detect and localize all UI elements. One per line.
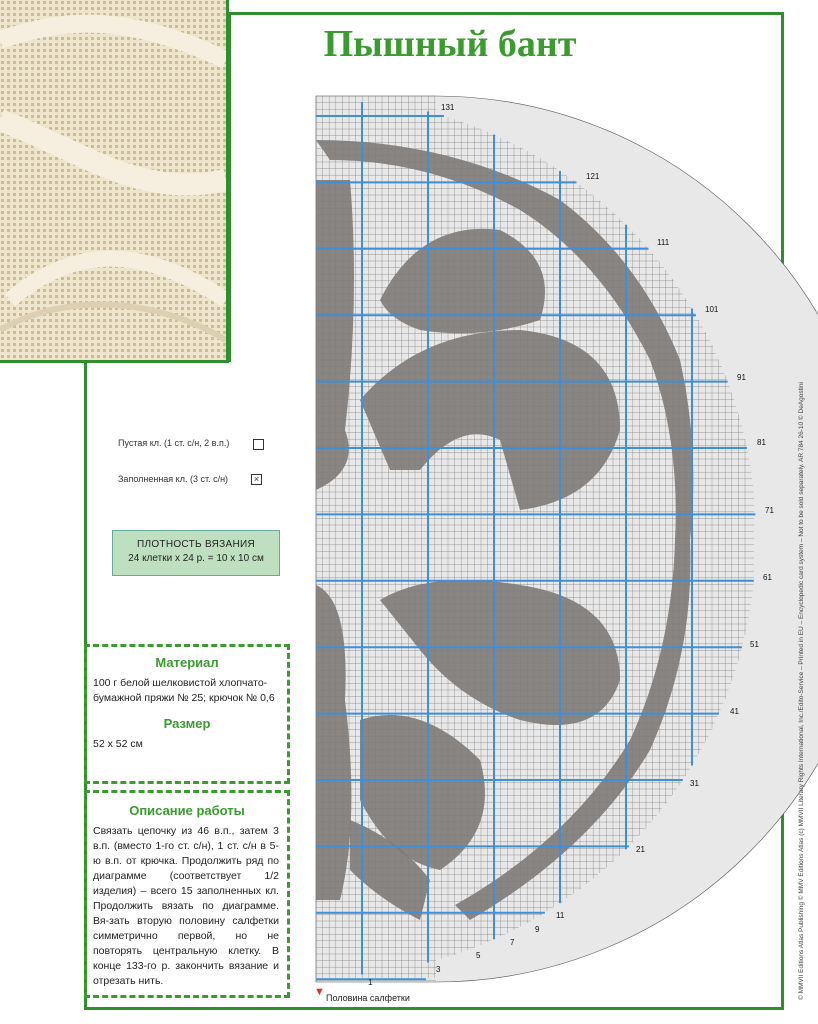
row-number-51: 51 <box>750 640 759 649</box>
row-number-101: 101 <box>705 305 719 314</box>
material-header: Материал <box>155 655 219 670</box>
row-number-1: 1 <box>368 978 373 987</box>
arrow-down-icon: ▼ <box>314 986 325 998</box>
page-title: Пышный бант <box>323 23 577 65</box>
row-number-121: 121 <box>586 172 600 181</box>
row-number-91: 91 <box>737 373 746 382</box>
size-text: 52 x 52 см <box>93 738 143 750</box>
legend-filled-label: Заполненная кл. (3 ст. с/н) <box>118 474 229 484</box>
gauge-title: ПЛОТНОСТЬ ВЯЗАНИЯ <box>137 539 255 550</box>
row-number-81: 81 <box>757 438 766 447</box>
copyright-text: © MMVII Editions Atlas Publishing © MMV Editions Atlas (c) MMVII Literary Rights International, Inc./Edito-Service – Printed in EU – Encyclopedic card system – Not to be sold separately. AR 784 26-10 © DeAgostini <box>798 382 805 1000</box>
size-header: Размер <box>163 716 211 731</box>
gauge-value: 24 клетки x 24 р. = 10 x 10 см <box>128 553 264 564</box>
row-number-7: 7 <box>510 938 515 947</box>
chart-cells <box>316 96 818 982</box>
row-number-41: 41 <box>730 707 739 716</box>
instructions-header: Описание работы <box>129 803 245 818</box>
legend-empty-label: Пустая кл. (1 ст. с/н, 2 в.п.) <box>118 438 230 448</box>
row-number-111: 111 <box>657 238 670 247</box>
chart-caption: Половина салфетки <box>326 993 410 1003</box>
row-number-71: 71 <box>765 506 774 515</box>
instructions-text: Связать цепочку из 46 в.п., затем 3 в.п. (вместо 1-го ст. с/н), 1 ст. с/н в 5-ю в.п. от крючка. Продолжить ряд по диаграмме (соответствует 1/2 изделия) – всего 15 заполненных кл. Продолжить вязать по диаграмме. Вя-зать вторую половину салфетки симметрично первой, но не повторять центральную клетку. В конце 133-го р. закончить вязание и отрезать нить. <box>93 825 279 987</box>
motif-shape <box>316 180 354 490</box>
filled-cell-icon: × <box>251 474 262 485</box>
row-number-3: 3 <box>436 965 441 974</box>
row-number-61: 61 <box>763 573 772 582</box>
row-number-131: 131 <box>441 103 455 112</box>
row-number-5: 5 <box>476 951 481 960</box>
row-number-9: 9 <box>535 925 540 934</box>
row-number-31: 31 <box>690 779 699 788</box>
material-text: 100 г белой шелковистой хлопчато-бумажной пряжи № 25; крючок № 0,6 <box>93 677 275 704</box>
row-number-21: 21 <box>636 845 645 854</box>
row-number-11: 11 <box>556 911 565 920</box>
